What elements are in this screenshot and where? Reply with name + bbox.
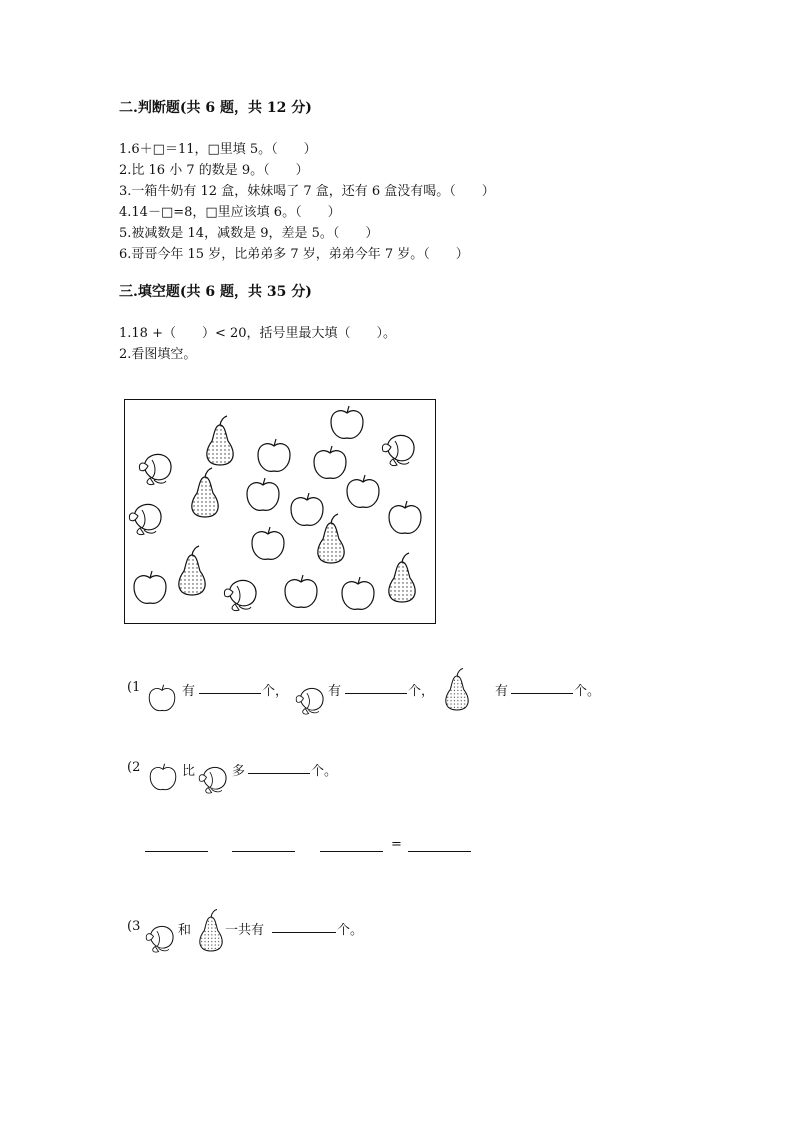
- apple-icon: [331, 406, 363, 438]
- sub3-answer-blank[interactable]: [272, 932, 336, 933]
- apple-icon: [314, 446, 346, 478]
- sub3-number: (3: [127, 919, 141, 934]
- peach-icon: [199, 767, 226, 793]
- sub1-has-pear: 有: [495, 684, 509, 699]
- sub2-duo: 多: [232, 764, 246, 779]
- pear-icon: [207, 416, 233, 465]
- apple-icon: [258, 439, 290, 471]
- equation-equals-sign: =: [391, 837, 402, 852]
- apple-icon: [342, 577, 374, 609]
- apple-icon: [285, 575, 317, 607]
- sub2-number: (2: [127, 760, 141, 775]
- peach-icon: [139, 454, 171, 484]
- apple-icon: [134, 571, 166, 603]
- apple-icon: [252, 527, 284, 559]
- pear-icon: [192, 468, 218, 517]
- sub2-answer-blank[interactable]: [248, 773, 310, 774]
- section3-title: 三.填空题(共 6 题，共 35 分): [119, 284, 312, 300]
- pear-icon: [318, 514, 344, 563]
- peach-icon: [146, 926, 173, 952]
- sub3-unit: 个。: [337, 923, 364, 938]
- sub1-has-peach: 有: [328, 684, 342, 699]
- peach-icon: [382, 435, 414, 465]
- judge-item-6: 6.哥哥今年 15 岁，比弟弟多 7 岁，弟弟今年 7 岁。（ ）: [119, 247, 469, 262]
- sub1-unit-2: 个，: [408, 684, 435, 699]
- sub1-apple-blank[interactable]: [199, 693, 261, 694]
- equation-blank-3[interactable]: [320, 851, 383, 852]
- apple-icon: [347, 475, 379, 507]
- sub1-number: (1: [127, 680, 141, 695]
- fill-item-2: 2.看图填空。: [119, 347, 197, 362]
- judge-item-3: 3.一箱牛奶有 12 盒，妹妹喝了 7 盒，还有 6 盒没有喝。（ ）: [119, 184, 495, 199]
- fill-item-1: 1.18 +（ ）< 20，括号里最大填（ ）。: [119, 326, 397, 341]
- apple-icon: [150, 764, 176, 790]
- equation-blank-1[interactable]: [145, 851, 208, 852]
- peach-icon: [224, 580, 256, 610]
- sub3-he: 和: [178, 923, 192, 938]
- section2-title: 二.判断题(共 6 题，共 12 分): [119, 100, 312, 116]
- equation-result-blank[interactable]: [408, 851, 471, 852]
- apple-icon: [291, 493, 323, 525]
- sub1-pear-blank[interactable]: [511, 693, 573, 694]
- sub1-unit-1: 个，: [262, 684, 289, 699]
- apple-icon: [389, 501, 421, 533]
- judge-item-1: 1.6＋□＝11，□里填 5。（ ）: [119, 142, 317, 157]
- pear-icon: [179, 546, 205, 595]
- peach-icon: [296, 688, 323, 714]
- sub1-peach-blank[interactable]: [345, 693, 407, 694]
- judge-item-5: 5.被减数是 14，减数是 9，差是 5。（ ）: [119, 226, 379, 241]
- peach-icon: [129, 504, 161, 534]
- judge-item-4: 4.14－□=8，□里应该填 6。（ ）: [119, 205, 341, 220]
- judge-item-2: 2.比 16 小 7 的数是 9。（ ）: [119, 163, 309, 178]
- apple-icon: [247, 478, 279, 510]
- sub2-bi: 比: [182, 764, 196, 779]
- sub1-has-apple: 有: [182, 684, 196, 699]
- sub3-total: 一共有: [225, 923, 265, 938]
- pear-icon: [200, 909, 222, 951]
- sub1-unit-3: 个。: [574, 684, 601, 699]
- equation-blank-2[interactable]: [232, 851, 295, 852]
- pear-icon: [446, 668, 468, 710]
- pear-icon: [389, 553, 415, 602]
- apple-icon: [149, 685, 175, 711]
- sub2-unit: 个。: [311, 764, 338, 779]
